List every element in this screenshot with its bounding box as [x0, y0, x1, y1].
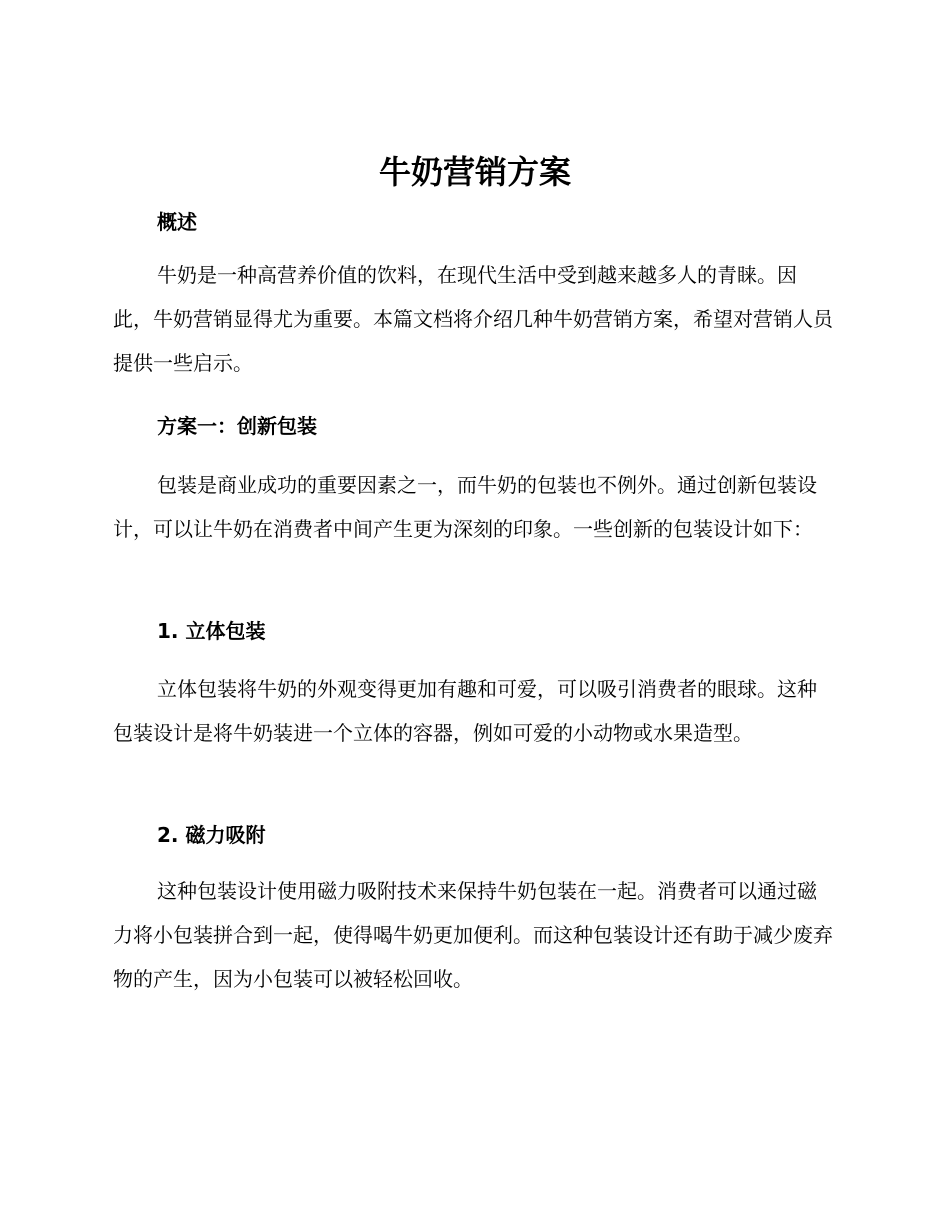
- document-title: 牛奶营销方案: [378, 153, 571, 191]
- section-heading-magnetic: 2. 磁力吸附: [157, 823, 266, 847]
- section-heading-plan-one: 方案一：创新包装: [157, 414, 317, 438]
- section-paragraph-magnetic: 这种包装设计使用磁力吸附技术来保持牛奶包装在一起。消费者可以通过磁力将小包装拼合到一起，使得喝牛奶更加便利。而这种包装设计还有助于减少废弃物的产生，因为小包装可以被轻松回收。: [113, 879, 833, 991]
- section-paragraph-3d-packaging: 立体包装将牛奶的外观变得更加有趣和可爱，可以吸引消费者的眼球。这种包装设计是将牛奶装进一个立体的容器，例如可爱的小动物或水果造型。: [113, 677, 817, 745]
- section-paragraph-plan-one: 包装是商业成功的重要因素之一，而牛奶的包装也不例外。通过创新包装设计，可以让牛奶在消费者中间产生更为深刻的印象。一些创新的包装设计如下：: [113, 473, 817, 541]
- section-paragraph-overview: 牛奶是一种高营养价值的饮料，在现代生活中受到越来越多人的青睐。因此，牛奶营销显得尤为重要。本篇文档将介绍几种牛奶营销方案，希望对营销人员提供一些启示。: [113, 263, 833, 375]
- section-heading-overview: 概述: [157, 210, 197, 234]
- section-heading-3d-packaging: 1. 立体包装: [157, 619, 266, 643]
